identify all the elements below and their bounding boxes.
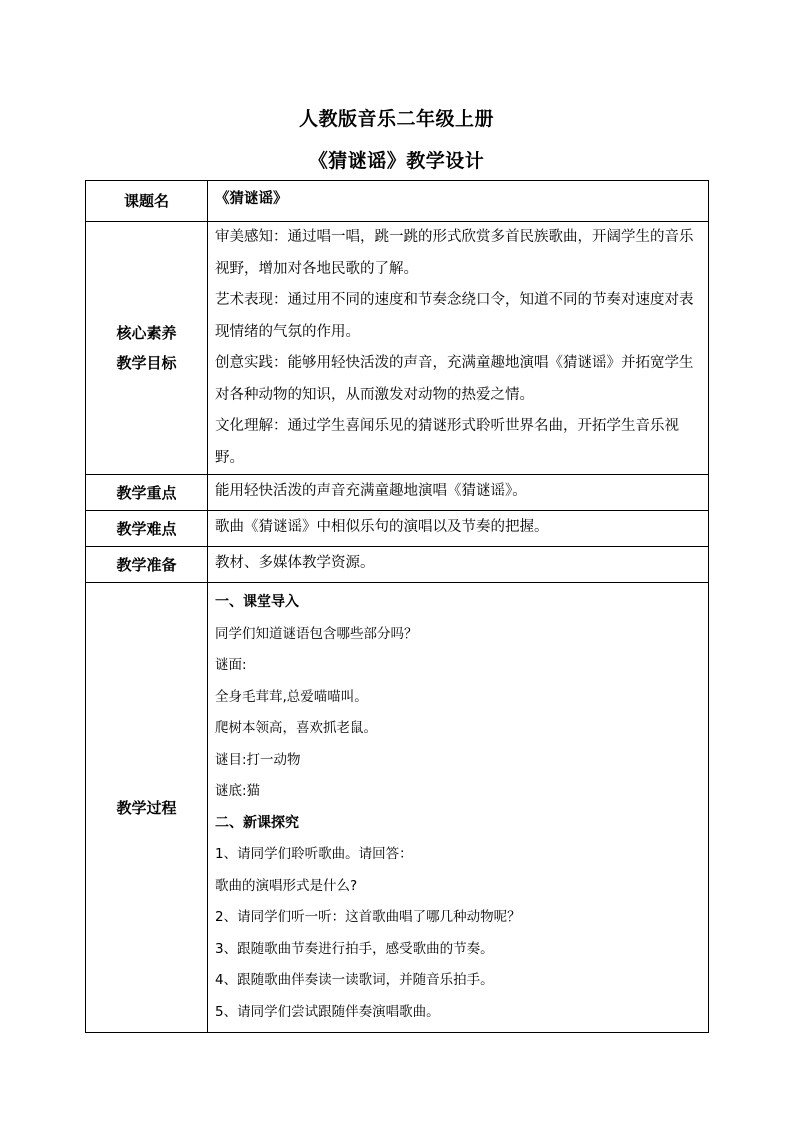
process-line: 同学们知道谜语包含哪些部分吗？ [215,625,418,642]
process-label: 教学过程 [86,583,208,1033]
process-line: 5、请同学们尝试跟随伴奏演唱歌曲。 [215,1003,440,1020]
prep-value: 教材、多媒体教学资源。 [208,547,709,583]
table-row-process [86,583,709,1033]
document-subtitle: 《猜谜谣》教学设计 [308,150,485,172]
topic-label: 课题名 [86,181,208,222]
process-line: 1、请同学们聆听歌曲。请回答： [215,846,413,862]
goal-paragraph: 审美感知：通过唱一唱，跳一跳的形式欣赏多首民族歌曲，开阔学生的音乐视野，增加对各地民歌的了解。 [215,229,694,277]
table-row-prep [86,547,709,583]
goal-paragraph: 文化理解：通过学生喜闻乐见的猜谜形式聆听世界名曲，开拓学生音乐视野。 [215,418,679,466]
goals-label [86,222,208,475]
process-line: 3、跟随歌曲节奏进行拍手，感受歌曲的节奏。 [215,940,494,957]
table-row-difficulty [86,511,709,547]
process-line: 谜目:打一动物 [215,751,301,768]
process-line: 谜底:猫 [215,783,261,799]
focus-label: 教学重点 [86,475,208,511]
goal-paragraph: 艺术表现：通过用不同的速度和节奏念绕口令，知道不同的节奏对速度对表现情绪的气氛的作用。 [215,292,694,340]
topic-value: 《猜谜谣》 [208,181,709,222]
lesson-plan-table [85,180,709,1033]
prep-label: 教学准备 [86,547,208,583]
document-title: 人教版音乐二年级上册 [298,108,494,130]
goals-label-line1: 核心素养 [116,324,177,342]
difficulty-value: 歌曲《猜谜谣》中相似乐句的演唱以及节奏的把握。 [208,511,709,547]
goal-paragraph: 创意实践：能够用轻快活泼的声音，充满童趣地演唱《猜谜谣》并拓宽学生对各种动物的知识，从而激发对动物的热爱之情。 [215,355,694,403]
process-line: 谜面: [215,657,247,673]
process-content [208,583,709,1033]
process-line: 2、请同学们听一听：这首歌曲唱了哪几种动物呢？ [215,909,521,925]
goals-content [208,222,709,475]
table-row-focus [86,475,709,511]
goals-label-line2: 教学目标 [116,354,177,372]
process-line: 全身毛茸茸,总爱喵喵叫。 [215,688,368,705]
process-line: 爬树本领高，喜欢抓老鼠。 [215,720,377,736]
difficulty-label: 教学难点 [86,511,208,547]
table-row-goals [86,222,709,475]
process-line: 歌曲的演唱形式是什么? [215,877,358,894]
table-row-topic [86,181,709,222]
focus-value: 能用轻快活泼的声音充满童趣地演唱《猜谜谣》。 [208,475,709,511]
process-line: 4、跟随歌曲伴奏读一读歌词，并随音乐拍手。 [215,972,494,988]
process-section-heading: 一、课堂导入 [215,594,299,610]
process-section-heading: 二、新课探究 [215,814,299,831]
